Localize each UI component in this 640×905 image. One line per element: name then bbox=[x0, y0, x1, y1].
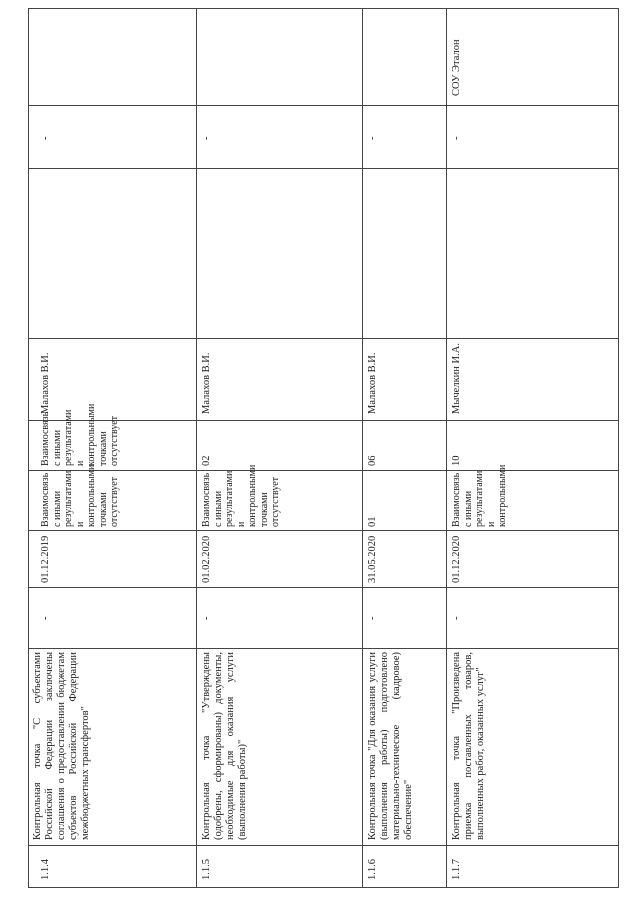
row-dash-2: - bbox=[40, 136, 51, 140]
row-dash: - bbox=[40, 616, 51, 620]
grid-line bbox=[28, 648, 619, 649]
row-link-1: Взаимосвязь с иными результатами и контрольными точками отсутствует bbox=[201, 464, 281, 527]
row-last-column: СОУ Эталон bbox=[451, 39, 462, 96]
row-number: 1.1.7 bbox=[451, 859, 462, 880]
grid-line bbox=[362, 8, 363, 888]
row-link-2: 10 bbox=[451, 455, 462, 466]
grid-line bbox=[28, 587, 619, 588]
row-date: 01.12.2020 bbox=[451, 535, 462, 583]
row-dash-2: - bbox=[201, 136, 212, 140]
grid-line bbox=[28, 470, 619, 471]
grid-line bbox=[28, 338, 619, 339]
row-dash-2: - bbox=[367, 136, 378, 140]
grid-line bbox=[28, 845, 619, 846]
row-number: 1.1.4 bbox=[40, 859, 51, 880]
row-responsible: Мычелкин И.А. bbox=[451, 343, 462, 414]
row-date: 31.05.2020 bbox=[367, 535, 378, 583]
row-responsible: Малахов В.И. bbox=[201, 352, 212, 414]
row-link-2: Взаимосвязь с иными результатами и контрольными точками отсутствует bbox=[40, 403, 120, 466]
grid-line bbox=[196, 8, 197, 888]
row-number: 1.1.6 bbox=[367, 859, 378, 880]
row-responsible: Малахов В.И. bbox=[367, 352, 378, 414]
row-responsible: Малахов В.И. bbox=[40, 352, 51, 414]
row-name: Контрольная точка "С субъектами Российской Федерации заключены соглашения о предоставлении бюджетам субъектов Российской Федерации межбюджетных трансфертов" bbox=[32, 652, 91, 840]
grid-line bbox=[28, 105, 619, 106]
grid-line bbox=[28, 168, 619, 169]
row-link-1: 01 bbox=[367, 516, 378, 527]
row-dash: - bbox=[451, 616, 462, 620]
row-name: Контрольная точка "Произведена приемка поставленных товаров, выполненных работ, оказанных услуг" bbox=[451, 652, 486, 840]
row-dash: - bbox=[201, 616, 212, 620]
row-link-1: Взаимосвязь с иными результатами и контрольными точками отсутствует bbox=[40, 464, 120, 527]
row-link-2: 02 bbox=[201, 455, 212, 466]
row-date: 01.02.2020 bbox=[201, 535, 212, 583]
row-link-2: 06 bbox=[367, 455, 378, 466]
row-dash-2: - bbox=[451, 136, 462, 140]
row-dash: - bbox=[367, 616, 378, 620]
grid-line bbox=[28, 530, 619, 531]
row-name: Контрольная точка "Для оказания услуги (выполнения работы) подготовлено материально-техническое (кадровое) обеспечение" bbox=[367, 652, 414, 840]
row-link-1: Взаимосвязь с иными результатами и контрольными bbox=[451, 464, 508, 527]
row-name: Контрольная точка "Утверждены (одобрены, сформированы) документы, необходимые для оказания услуги (выполнения работы)" bbox=[201, 652, 248, 840]
row-date: 01.12.2019 bbox=[40, 535, 51, 583]
row-number: 1.1.5 bbox=[201, 859, 212, 880]
grid-line bbox=[446, 8, 447, 888]
